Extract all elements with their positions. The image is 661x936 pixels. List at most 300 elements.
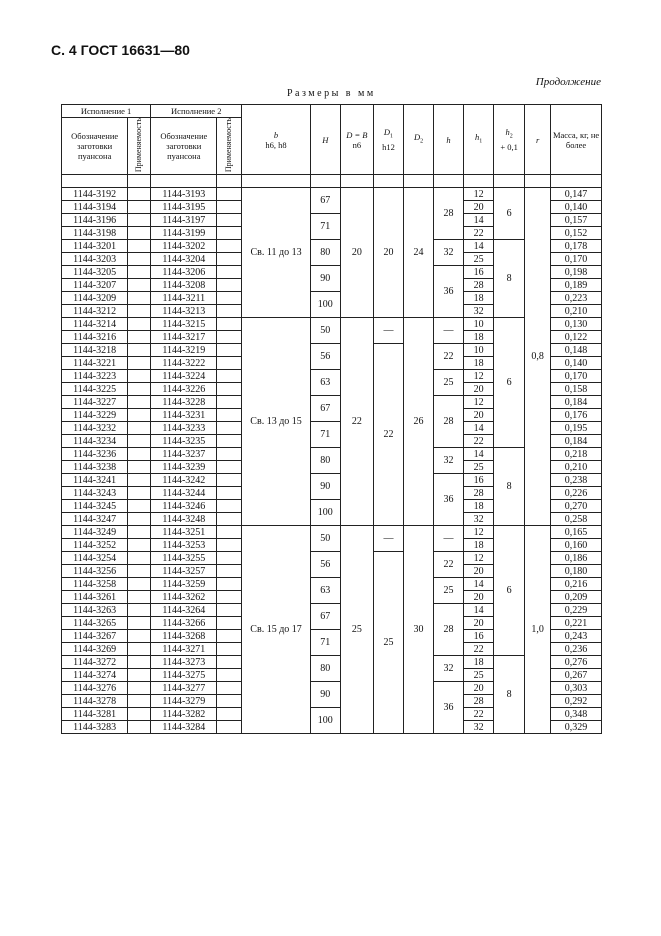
primenyaemost-2-cell [217, 656, 242, 669]
page-header: С. 4 ГОСТ 16631—80 [51, 42, 190, 58]
header-D1-tolerance: h12 [382, 141, 395, 152]
mass-cell: 0,292 [551, 695, 602, 708]
b-cell: Св. 11 до 13 [242, 188, 310, 318]
zagotovka-2-code: 1144-3233 [151, 422, 217, 435]
primenyaemost-1-cell [128, 357, 151, 370]
zagotovka-2-code: 1144-3264 [151, 604, 217, 617]
H-cell: 50 [310, 318, 340, 344]
mass-cell: 0,186 [551, 552, 602, 565]
primenyaemost-1-cell [128, 500, 151, 513]
header-D2 [403, 105, 433, 175]
header-H: H [310, 105, 340, 175]
zagotovka-2-code: 1144-3273 [151, 656, 217, 669]
zagotovka-1-code: 1144-3229 [62, 409, 128, 422]
zagotovka-1-code: 1144-3216 [62, 331, 128, 344]
primenyaemost-1-cell [128, 578, 151, 591]
primenyaemost-1-cell [128, 370, 151, 383]
zagotovka-1-code: 1144-3283 [62, 721, 128, 734]
header-h2-tolerance: + 0,1 [500, 141, 518, 152]
H-cell: 71 [310, 630, 340, 656]
mass-cell: 0,258 [551, 513, 602, 526]
primenyaemost-2-cell [217, 500, 242, 513]
primenyaemost-2-cell [217, 539, 242, 552]
h1-cell: 28 [464, 279, 494, 292]
zagotovka-1-code: 1144-3258 [62, 578, 128, 591]
h1-cell: 18 [464, 539, 494, 552]
primenyaemost-2-cell [217, 253, 242, 266]
zagotovka-1-code: 1144-3281 [62, 708, 128, 721]
h-cell: 36 [434, 682, 464, 734]
h1-cell: 12 [464, 396, 494, 409]
primenyaemost-1-cell [128, 461, 151, 474]
primenyaemost-1-cell [128, 227, 151, 240]
zagotovka-2-code: 1144-3259 [151, 578, 217, 591]
dimensions-table [61, 104, 602, 734]
mass-cell: 0,122 [551, 331, 602, 344]
header-primenyaemost-2-text: Применяемость [224, 118, 234, 173]
H-cell: 67 [310, 396, 340, 422]
primenyaemost-2-cell [217, 669, 242, 682]
zagotovka-1-code: 1144-3238 [62, 461, 128, 474]
primenyaemost-2-cell [217, 708, 242, 721]
table-row [62, 318, 602, 331]
zagotovka-1-code: 1144-3227 [62, 396, 128, 409]
header-D1-symbol: D [383, 127, 391, 138]
primenyaemost-2-cell [217, 461, 242, 474]
header-mass: Масса, кг, не более [551, 105, 602, 175]
primenyaemost-1-cell [128, 487, 151, 500]
primenyaemost-1-cell [128, 292, 151, 305]
mass-cell: 0,148 [551, 344, 602, 357]
mass-cell: 0,226 [551, 487, 602, 500]
primenyaemost-1-cell [128, 552, 151, 565]
primenyaemost-1-cell [128, 253, 151, 266]
h2-cell: 8 [494, 448, 525, 526]
h1-cell: 20 [464, 591, 494, 604]
h1-cell: 10 [464, 318, 494, 331]
h2-cell: 8 [494, 240, 525, 318]
primenyaemost-1-cell [128, 526, 151, 539]
primenyaemost-1-cell [128, 656, 151, 669]
zagotovka-1-code: 1144-3278 [62, 695, 128, 708]
primenyaemost-2-cell [217, 357, 242, 370]
primenyaemost-1-cell [128, 331, 151, 344]
zagotovka-1-code: 1144-3234 [62, 435, 128, 448]
zagotovka-2-code: 1144-3271 [151, 643, 217, 656]
zagotovka-1-code: 1144-3274 [62, 669, 128, 682]
h1-cell: 32 [464, 721, 494, 734]
D1-cell: 20 [373, 188, 403, 318]
zagotovka-1-code: 1144-3269 [62, 643, 128, 656]
header-h1-symbol: h [474, 132, 480, 143]
primenyaemost-1-cell [128, 214, 151, 227]
H-cell: 80 [310, 240, 340, 266]
zagotovka-1-code: 1144-3201 [62, 240, 128, 253]
header-h2-symbol: h [505, 127, 510, 138]
h-cell: 32 [434, 240, 464, 266]
header-b-symbol: b [273, 129, 279, 140]
h-cell: 22 [434, 552, 464, 578]
primenyaemost-2-cell [217, 318, 242, 331]
h1-cell: 20 [464, 409, 494, 422]
zagotovka-1-code: 1144-3256 [62, 565, 128, 578]
mass-cell: 0,223 [551, 292, 602, 305]
H-cell: 90 [310, 682, 340, 708]
zagotovka-2-code: 1144-3239 [151, 461, 217, 474]
zagotovka-2-code: 1144-3237 [151, 448, 217, 461]
H-cell: 100 [310, 708, 340, 734]
primenyaemost-2-cell [217, 630, 242, 643]
h1-cell: 32 [464, 305, 494, 318]
b-cell: Св. 13 до 15 [242, 318, 310, 526]
primenyaemost-2-cell [217, 383, 242, 396]
primenyaemost-2-cell [217, 526, 242, 539]
header-h1 [464, 105, 494, 175]
primenyaemost-2-cell [217, 591, 242, 604]
primenyaemost-2-cell [217, 396, 242, 409]
units-caption: Размеры в мм [287, 88, 376, 99]
mass-cell: 0,270 [551, 500, 602, 513]
zagotovka-2-code: 1144-3228 [151, 396, 217, 409]
table-row [62, 656, 602, 669]
zagotovka-2-code: 1144-3193 [151, 188, 217, 201]
zagotovka-2-code: 1144-3197 [151, 214, 217, 227]
primenyaemost-1-cell [128, 565, 151, 578]
h1-cell: 14 [464, 448, 494, 461]
zagotovka-1-code: 1144-3243 [62, 487, 128, 500]
primenyaemost-1-cell [128, 513, 151, 526]
mass-cell: 0,184 [551, 435, 602, 448]
h1-cell: 32 [464, 513, 494, 526]
header-ispolnenie-2: Исполнение 2 [151, 105, 242, 118]
h1-cell: 28 [464, 487, 494, 500]
zagotovka-2-code: 1144-3262 [151, 591, 217, 604]
zagotovka-2-code: 1144-3195 [151, 201, 217, 214]
zagotovka-2-code: 1144-3284 [151, 721, 217, 734]
header-D-B-tolerance: n6 [352, 139, 362, 150]
D1-cell: — [373, 526, 403, 552]
mass-cell: 0,158 [551, 383, 602, 396]
mass-cell: 0,210 [551, 461, 602, 474]
primenyaemost-2-cell [217, 565, 242, 578]
h1-cell: 12 [464, 370, 494, 383]
zagotovka-1-code: 1144-3249 [62, 526, 128, 539]
mass-cell: 0,276 [551, 656, 602, 669]
h1-cell: 22 [464, 227, 494, 240]
mass-cell: 0,229 [551, 604, 602, 617]
header-ispolnenie-1: Исполнение 1 [62, 105, 151, 118]
header-D1-subscript: 1 [390, 133, 394, 140]
h1-cell: 14 [464, 578, 494, 591]
header-primenyaemost-1-text: Применяемость [134, 118, 144, 173]
mass-cell: 0,210 [551, 305, 602, 318]
mass-cell: 0,195 [551, 422, 602, 435]
zagotovka-2-code: 1144-3215 [151, 318, 217, 331]
primenyaemost-2-cell [217, 279, 242, 292]
zagotovka-2-code: 1144-3211 [151, 292, 217, 305]
h1-cell: 20 [464, 565, 494, 578]
continuation-label: Продолжение [535, 76, 601, 88]
H-cell: 67 [310, 188, 340, 214]
primenyaemost-1-cell [128, 279, 151, 292]
zagotovka-1-code: 1144-3247 [62, 513, 128, 526]
mass-cell: 0,178 [551, 240, 602, 253]
primenyaemost-2-cell [217, 214, 242, 227]
h1-cell: 22 [464, 435, 494, 448]
h1-cell: 14 [464, 422, 494, 435]
primenyaemost-1-cell [128, 318, 151, 331]
zagotovka-1-code: 1144-3209 [62, 292, 128, 305]
zagotovka-1-code: 1144-3267 [62, 630, 128, 643]
header-D2-symbol: D [413, 132, 421, 143]
D-B-cell: 22 [340, 318, 373, 526]
primenyaemost-2-cell [217, 240, 242, 253]
table-row [62, 188, 602, 201]
mass-cell: 0,160 [551, 539, 602, 552]
zagotovka-2-code: 1144-3224 [151, 370, 217, 383]
primenyaemost-2-cell [217, 188, 242, 201]
h1-cell: 14 [464, 214, 494, 227]
H-cell: 100 [310, 500, 340, 526]
mass-cell: 0,147 [551, 188, 602, 201]
D1-cell: — [373, 318, 403, 344]
mass-cell: 0,267 [551, 669, 602, 682]
h1-cell: 20 [464, 201, 494, 214]
primenyaemost-2-cell [217, 409, 242, 422]
mass-cell: 0,198 [551, 266, 602, 279]
h1-cell: 14 [464, 604, 494, 617]
mass-cell: 0,184 [551, 396, 602, 409]
D2-cell: 30 [403, 526, 433, 734]
zagotovka-1-code: 1144-3214 [62, 318, 128, 331]
header-D1 [373, 105, 403, 175]
h2-cell: 6 [494, 526, 525, 656]
primenyaemost-2-cell [217, 487, 242, 500]
mass-cell: 0,216 [551, 578, 602, 591]
h2-cell: 6 [494, 318, 525, 448]
primenyaemost-1-cell [128, 448, 151, 461]
zagotovka-1-code: 1144-3225 [62, 383, 128, 396]
zagotovka-2-code: 1144-3257 [151, 565, 217, 578]
H-cell: 63 [310, 578, 340, 604]
mass-cell: 0,165 [551, 526, 602, 539]
zagotovka-1-code: 1144-3236 [62, 448, 128, 461]
zagotovka-1-code: 1144-3265 [62, 617, 128, 630]
primenyaemost-1-cell [128, 721, 151, 734]
mass-cell: 0,170 [551, 370, 602, 383]
mass-cell: 0,218 [551, 448, 602, 461]
header-oboznachenie-2: Обозначение заготовки пуансона [151, 118, 217, 175]
zagotovka-2-code: 1144-3208 [151, 279, 217, 292]
zagotovka-2-code: 1144-3235 [151, 435, 217, 448]
h1-cell: 18 [464, 357, 494, 370]
primenyaemost-2-cell [217, 305, 242, 318]
table-row [62, 526, 602, 539]
primenyaemost-2-cell [217, 227, 242, 240]
h1-cell: 18 [464, 292, 494, 305]
primenyaemost-2-cell [217, 422, 242, 435]
zagotovka-2-code: 1144-3244 [151, 487, 217, 500]
h-cell: 32 [434, 448, 464, 474]
zagotovka-1-code: 1144-3245 [62, 500, 128, 513]
header-spacer-row [62, 175, 602, 188]
primenyaemost-1-cell [128, 201, 151, 214]
mass-cell: 0,170 [551, 253, 602, 266]
H-cell: 56 [310, 344, 340, 370]
h1-cell: 22 [464, 708, 494, 721]
mass-cell: 0,180 [551, 565, 602, 578]
header-oboznachenie-1: Обозначение заготовки пуансона [62, 118, 128, 175]
H-cell: 80 [310, 448, 340, 474]
primenyaemost-2-cell [217, 552, 242, 565]
zagotovka-2-code: 1144-3251 [151, 526, 217, 539]
mass-cell: 0,157 [551, 214, 602, 227]
h2-cell: 6 [494, 188, 525, 240]
zagotovka-1-code: 1144-3276 [62, 682, 128, 695]
mass-cell: 0,303 [551, 682, 602, 695]
zagotovka-1-code: 1144-3203 [62, 253, 128, 266]
header-b [242, 105, 310, 175]
primenyaemost-1-cell [128, 409, 151, 422]
primenyaemost-1-cell [128, 435, 151, 448]
primenyaemost-1-cell [128, 422, 151, 435]
r-cell: 0,8 [525, 188, 551, 526]
r-cell: 1,0 [525, 526, 551, 734]
header-h2-subscript: 2 [509, 133, 513, 140]
header-D-B-symbol: D = B [346, 129, 368, 140]
zagotovka-2-code: 1144-3202 [151, 240, 217, 253]
mass-cell: 0,243 [551, 630, 602, 643]
zagotovka-2-code: 1144-3231 [151, 409, 217, 422]
H-cell: 50 [310, 526, 340, 552]
zagotovka-1-code: 1144-3252 [62, 539, 128, 552]
b-cell: Св. 15 до 17 [242, 526, 310, 734]
primenyaemost-1-cell [128, 643, 151, 656]
header-h1-subscript: 1 [479, 138, 483, 145]
H-cell: 90 [310, 266, 340, 292]
primenyaemost-2-cell [217, 435, 242, 448]
primenyaemost-1-cell [128, 669, 151, 682]
h1-cell: 20 [464, 617, 494, 630]
zagotovka-2-code: 1144-3206 [151, 266, 217, 279]
H-cell: 100 [310, 292, 340, 318]
primenyaemost-2-cell [217, 331, 242, 344]
zagotovka-2-code: 1144-3204 [151, 253, 217, 266]
H-cell: 80 [310, 656, 340, 682]
D-B-cell: 25 [340, 526, 373, 734]
primenyaemost-1-cell [128, 240, 151, 253]
h-cell: 32 [434, 656, 464, 682]
header-r: r [525, 105, 551, 175]
h-cell: 28 [434, 396, 464, 448]
primenyaemost-2-cell [217, 604, 242, 617]
H-cell: 71 [310, 214, 340, 240]
H-cell: 56 [310, 552, 340, 578]
h1-cell: 22 [464, 643, 494, 656]
h-cell: — [434, 318, 464, 344]
h1-cell: 10 [464, 344, 494, 357]
zagotovka-2-code: 1144-3226 [151, 383, 217, 396]
primenyaemost-1-cell [128, 383, 151, 396]
zagotovka-1-code: 1144-3272 [62, 656, 128, 669]
h1-cell: 25 [464, 461, 494, 474]
mass-cell: 0,236 [551, 643, 602, 656]
zagotovka-2-code: 1144-3217 [151, 331, 217, 344]
h1-cell: 25 [464, 253, 494, 266]
zagotovka-1-code: 1144-3198 [62, 227, 128, 240]
zagotovka-1-code: 1144-3218 [62, 344, 128, 357]
h1-cell: 18 [464, 500, 494, 513]
zagotovka-1-code: 1144-3192 [62, 188, 128, 201]
mass-cell: 0,140 [551, 201, 602, 214]
D-B-cell: 20 [340, 188, 373, 318]
primenyaemost-2-cell [217, 344, 242, 357]
h1-cell: 16 [464, 630, 494, 643]
zagotovka-2-code: 1144-3279 [151, 695, 217, 708]
mass-cell: 0,209 [551, 591, 602, 604]
h1-cell: 12 [464, 188, 494, 201]
H-cell: 63 [310, 370, 340, 396]
primenyaemost-2-cell [217, 513, 242, 526]
h1-cell: 18 [464, 331, 494, 344]
D2-cell: 24 [403, 188, 433, 318]
primenyaemost-2-cell [217, 578, 242, 591]
zagotovka-2-code: 1144-3199 [151, 227, 217, 240]
primenyaemost-1-cell [128, 708, 151, 721]
primenyaemost-2-cell [217, 370, 242, 383]
mass-cell: 0,329 [551, 721, 602, 734]
header-b-tolerance: h6, h8 [265, 139, 287, 150]
zagotovka-2-code: 1144-3282 [151, 708, 217, 721]
primenyaemost-2-cell [217, 292, 242, 305]
h1-cell: 28 [464, 695, 494, 708]
zagotovka-2-code: 1144-3219 [151, 344, 217, 357]
mass-cell: 0,140 [551, 357, 602, 370]
primenyaemost-1-cell [128, 266, 151, 279]
primenyaemost-1-cell [128, 396, 151, 409]
header-h2 [494, 105, 525, 175]
zagotovka-1-code: 1144-3241 [62, 474, 128, 487]
mass-cell: 0,152 [551, 227, 602, 240]
primenyaemost-1-cell [128, 344, 151, 357]
zagotovka-1-code: 1144-3205 [62, 266, 128, 279]
zagotovka-2-code: 1144-3222 [151, 357, 217, 370]
header-h: h [434, 105, 464, 175]
mass-cell: 0,189 [551, 279, 602, 292]
D1-cell: 25 [373, 552, 403, 734]
h-cell: 28 [434, 604, 464, 656]
primenyaemost-1-cell [128, 539, 151, 552]
zagotovka-1-code: 1144-3223 [62, 370, 128, 383]
zagotovka-1-code: 1144-3207 [62, 279, 128, 292]
H-cell: 90 [310, 474, 340, 500]
h1-cell: 25 [464, 669, 494, 682]
primenyaemost-2-cell [217, 266, 242, 279]
zagotovka-1-code: 1144-3232 [62, 422, 128, 435]
D1-cell: 22 [373, 344, 403, 526]
h1-cell: 16 [464, 266, 494, 279]
zagotovka-2-code: 1144-3246 [151, 500, 217, 513]
mass-cell: 0,348 [551, 708, 602, 721]
table-row [62, 448, 602, 461]
h1-cell: 18 [464, 656, 494, 669]
primenyaemost-2-cell [217, 682, 242, 695]
primenyaemost-1-cell [128, 474, 151, 487]
primenyaemost-2-cell [217, 721, 242, 734]
mass-cell: 0,130 [551, 318, 602, 331]
h-cell: 25 [434, 578, 464, 604]
zagotovka-1-code: 1144-3254 [62, 552, 128, 565]
